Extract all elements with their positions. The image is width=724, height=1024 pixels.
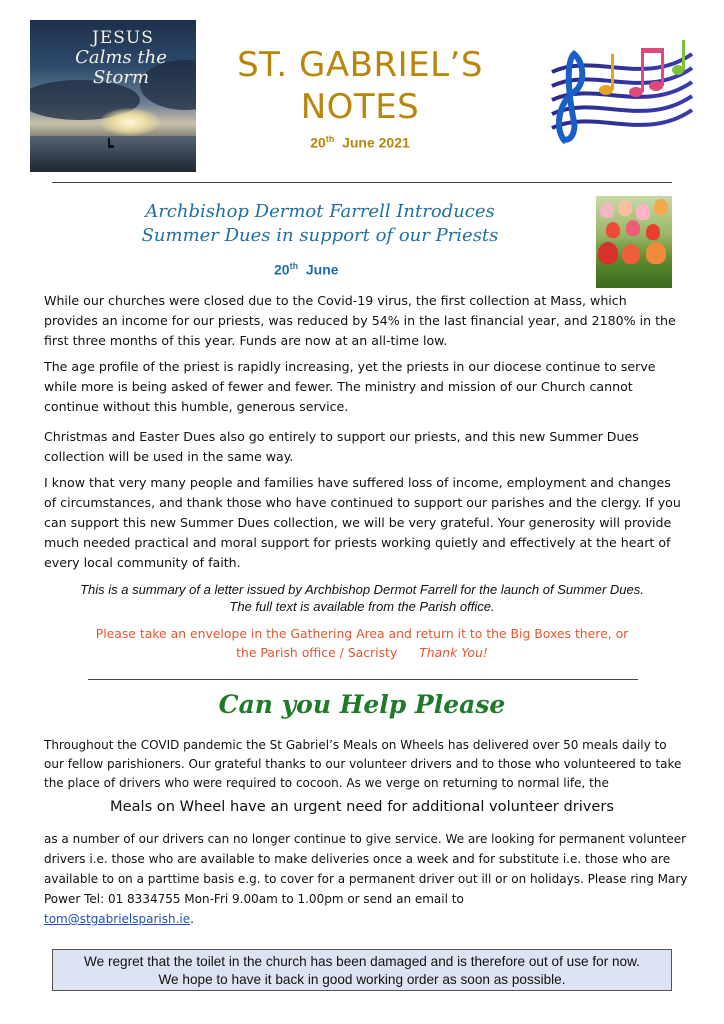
- thank-you-text: Thank You!: [419, 645, 488, 660]
- help-title: Can you Help Please: [218, 690, 506, 719]
- help-paragraph-1: Throughout the COVID pandemic the St Gabriel’s Meals on Wheels has delivered over 50 meals daily to our fellow parishioners. Our grateful thanks to our volunteer drivers and to those who volunteered to take the place of drivers who were required to cocoon. As we verge on returning to normal life, the: [44, 738, 682, 790]
- article-title-line-2: Summer Dues in support of our Priests: [141, 225, 499, 246]
- article-date-day: 20: [274, 261, 290, 278]
- summary-line-1: This is a summary of a letter issued by Archbishop Dermot Farrell for the launch of Summer Dues.: [80, 582, 644, 597]
- article-paragraph-4: I know that very many people and families have suffered loss of income, employment and changes of circumstances, and thank those who have continued to support our parishes and the clergy. If you can support this new Summer Dues collection, we will be very grateful. Your generosity will provide much needed practical and moral support for priests working quietly and effectively at the heart of every local community of faith.: [44, 475, 681, 570]
- envelope-line-1: Please take an envelope in the Gathering Area and return it to the Big Boxes there, or: [95, 626, 629, 641]
- tulips-image: [596, 196, 672, 288]
- summary-line-2: The full text is available from the Parish office.: [229, 599, 495, 614]
- jesus-calms-storm-image: [30, 20, 196, 172]
- help-paragraph-2-text: as a number of our drivers can no longer continue to give service. We are looking for permanent volunteer drivers i.e. those who are available to make deliveries once a week and for substitute i.e. those who are available to on a parttime basis e.g. to cover for a permanent driver out ill or on holidays. Please ring Mary Power Tel: 01 8334755 Mon-Fri 9.00am to 1.00pm or send an email to: [44, 832, 688, 906]
- tulip: [622, 244, 640, 264]
- article-title-line-1: Archbishop Dermot Farrell Introduces: [145, 201, 495, 222]
- image-title: JESUS: [92, 28, 154, 48]
- boat-icon: [108, 138, 114, 148]
- tulip: [606, 222, 620, 238]
- tulip: [618, 200, 632, 216]
- letter-summary-note: [40, 581, 684, 615]
- meals-on-wheels-heading: Meals on Wheel have an urgent need for additional volunteer drivers: [110, 798, 614, 815]
- image-subtitle: Calms the Storm: [75, 47, 167, 88]
- music-notes-image: [544, 32, 696, 158]
- divider-middle: [88, 679, 638, 680]
- article-title: [60, 200, 580, 248]
- issue-date: [200, 134, 520, 151]
- title-line-1: ST. GABRIEL’S: [237, 45, 483, 85]
- article-paragraph-2: The age profile of the priest is rapidly increasing, yet the priests in our diocese continue to serve while more is being asked of fewer and fewer. The ministry and mission of our Church cannot continue without this humble, generous service.: [44, 359, 656, 414]
- tulip: [600, 202, 614, 218]
- tulip: [626, 220, 640, 236]
- title-line-2: NOTES: [300, 87, 420, 127]
- article-date: [274, 261, 339, 278]
- tulip: [598, 242, 618, 264]
- issue-date-suffix: th: [325, 134, 335, 144]
- email-suffix: .: [190, 912, 194, 926]
- tulip: [646, 242, 666, 264]
- notice-line-2: We hope to have it back in good working order as soon as possible.: [158, 972, 566, 987]
- envelope-line-2: the Parish office / Sacristy: [236, 645, 398, 660]
- article-date-rest: June: [305, 261, 339, 278]
- envelope-instruction: [40, 624, 684, 662]
- notice-line-1: We regret that the toilet in the church has been damaged and is therefore out of use for now.: [84, 954, 640, 969]
- issue-date-day: 20: [310, 134, 326, 151]
- tulip: [636, 204, 650, 220]
- newsletter-title: [200, 44, 520, 128]
- article-date-suffix: th: [289, 261, 299, 271]
- help-paragraph-2: [44, 829, 688, 929]
- sunlight-glow: [100, 108, 160, 136]
- article-paragraph-1: While our churches were closed due to the Covid-19 virus, the first collection at Mass, which provides an income for our priests, was reduced by 54% in the last financial year, and 2180% in the first three months of this year. Funds are now at an all-time low.: [44, 293, 676, 348]
- divider-top: [52, 182, 672, 183]
- toilet-notice-box: [52, 949, 672, 991]
- tulip: [654, 199, 668, 215]
- tulip: [646, 224, 660, 240]
- issue-date-rest: June 2021: [342, 134, 410, 151]
- article-paragraph-3: Christmas and Easter Dues also go entirely to support our priests, and this new Summer Dues collection will be used in the same way.: [44, 429, 639, 464]
- email-link[interactable]: tom@stgabrielsparish.ie: [44, 912, 191, 926]
